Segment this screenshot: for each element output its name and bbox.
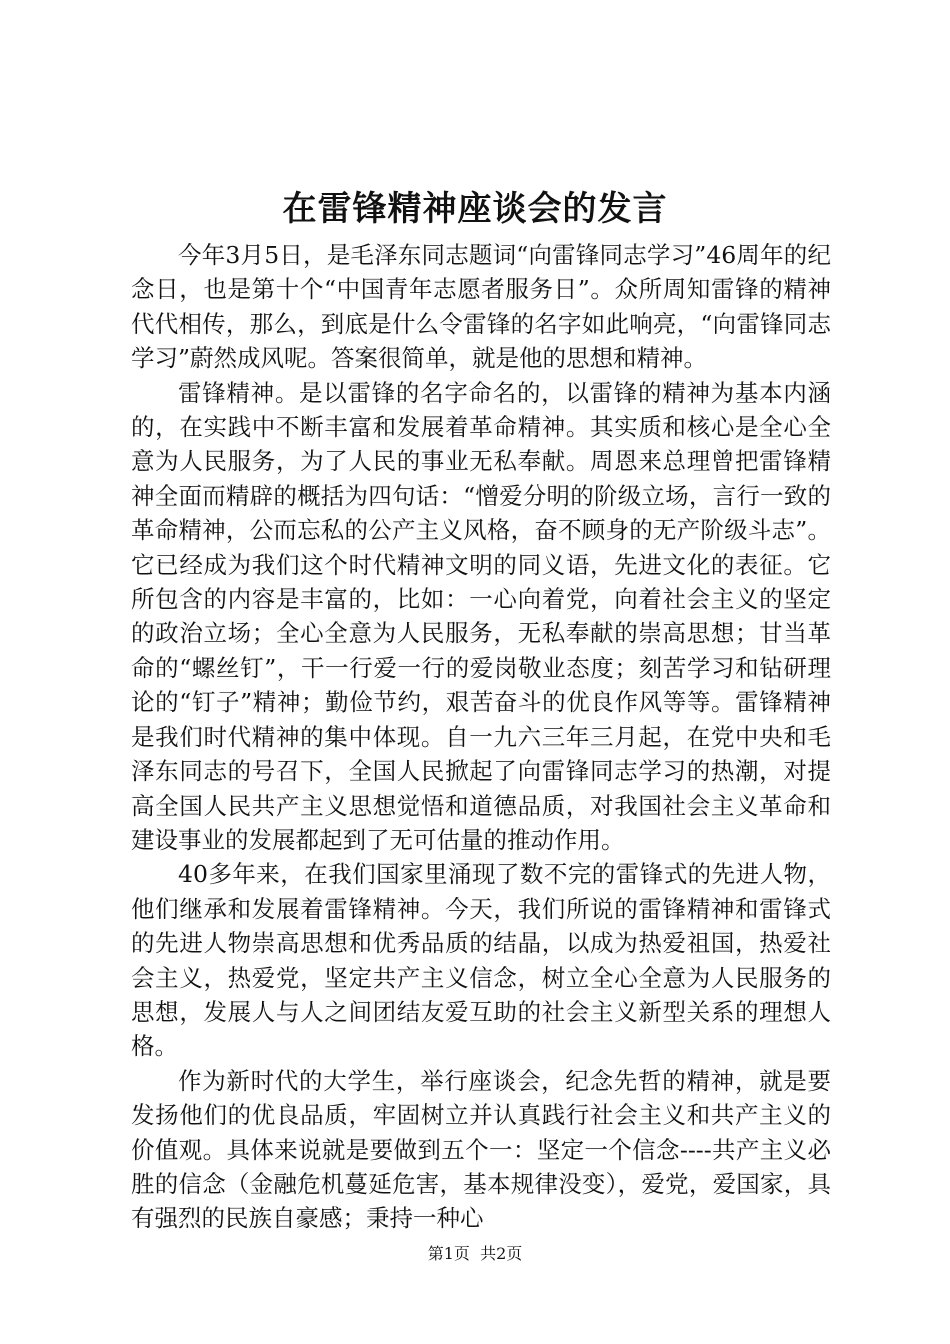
paragraph-2: 雷锋精神。是以雷锋的名字命名的，以雷锋的精神为基本内涵的，在实践中不断丰富和发展着革命精神。其实质和核心是全心全意为人民服务，为了人民的事业无私奉献。周恩来总理曾把雷锋精神全面而精辟的概括为四句话：“憎爱分明的阶级立场，言行一致的革命精神，公而忘私的公产主义风格，奋不顾身的无产阶级斗志”。它已经成为我们这个时代精神文明的同义语，先进文化的表征。它所包含的内容是丰富的，比如：一心向着党，向着社会主义的坚定的政治立场；全心全意为人民服务，无私奉献的崇高思想；甘当革命的“螺丝钉”，干一行爱一行的爱岗敬业态度；刻苦学习和钻研理论的“钉子”精神；勤俭节约，艰苦奋斗的优良作风等等。雷锋精神是我们时代精神的集中体现。自一九六三年三月起，在党中央和毛泽东同志的号召下，全国人民掀起了向雷锋同志学习的热潮，对提高全国人民共产主义思想觉悟和道德品质，对我国社会主义革命和建设事业的发展都起到了无可估量的推动作用。	[131, 378, 831, 854]
document-title: 在雷锋精神座谈会的发言	[282, 189, 668, 229]
paragraph-1: 今年3月5日，是毛泽东同志题词“向雷锋同志学习”46周年的纪念日，也是第十个“中国青年志愿者服务日”。众所周知雷锋的精神代代相传，那么，到底是什么令雷锋的名字如此响亮，“向雷锋同志学习”蔚然成风呢。答案很简单，就是他的思想和精神。	[131, 241, 831, 373]
page-total: 共2页	[480, 1244, 523, 1263]
paragraph-4: 作为新时代的大学生，举行座谈会，纪念先哲的精神，就是要发扬他们的优良品质，牢固树立并认真践行社会主义和共产主义的价值观。具体来说就是要做到五个一：坚定一个信念----共产主义必胜的信念（金融危机蔓延危害，基本规律没变），爱党，爱国家，具有强烈的民族自豪感；秉持一种心	[131, 1066, 831, 1233]
page-footer	[0, 1242, 950, 1266]
page-number: 第1页	[427, 1244, 470, 1263]
document-body	[131, 238, 831, 1236]
paragraph-3: 40多年来，在我们国家里涌现了数不完的雷锋式的先进人物，他们继承和发展着雷锋精神。今天，我们所说的雷锋精神和雷锋式的先进人物崇高思想和优秀品质的结晶，以成为热爱祖国，热爱社会主义，热爱党，坚定共产主义信念，树立全心全意为人民服务的思想，发展人与人之间团结友爱互助的社会主义新型关系的理想人格。	[131, 860, 831, 1061]
